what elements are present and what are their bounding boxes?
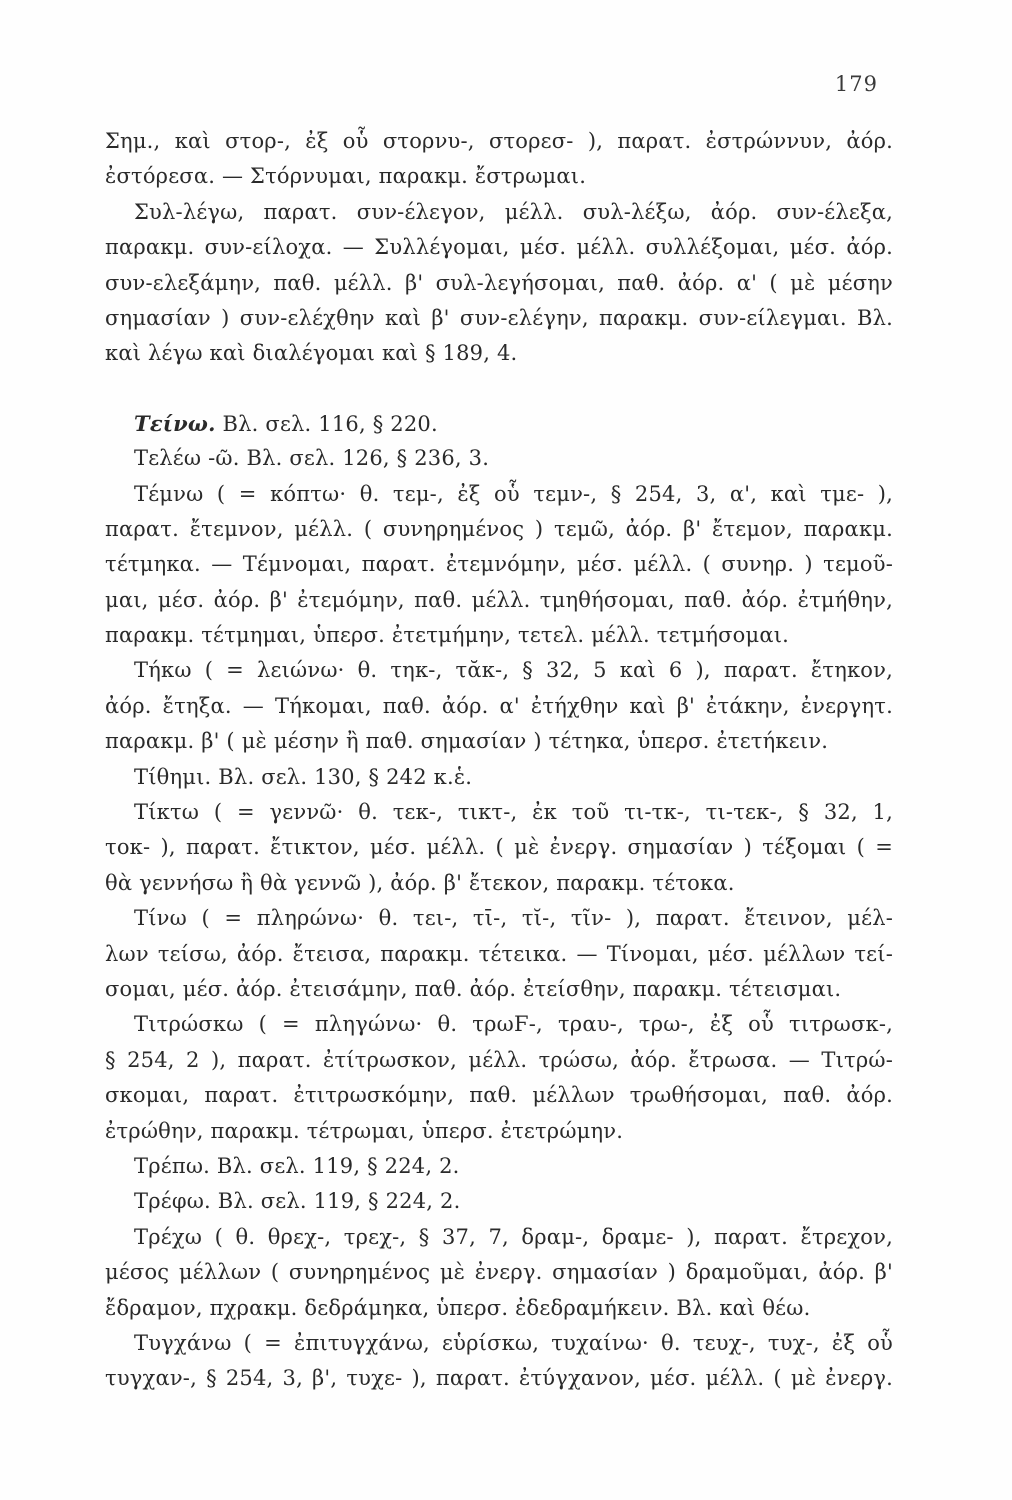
text-line: Σημ., καὶ στορ-, ἐξ οὗ στορνυ-, στορεσ- ), παρατ. ἐστρώννυν, ἀόρ. xyxy=(105,129,893,153)
lemma-rest: Βλ. σελ. 116, § 220. xyxy=(215,411,438,436)
page-number: 179 xyxy=(834,72,878,96)
text-line: τυγχαν-, § 254, 3, β', τυχε- ), παρατ. ἐτύγχανον, μέσ. μέλλ. ( μὲ ἐνεργ. xyxy=(105,1366,893,1391)
text-line: ἀόρ. ἔτηξα. — Τήκομαι, παθ. ἀόρ. α' ἐτήχθην καὶ β' ἐτάκην, ἐνεργητ. xyxy=(105,693,893,718)
text-line: Τελέω -ῶ. Βλ. σελ. 126, § 236, 3. xyxy=(134,446,490,471)
text-line: Τέμνω ( = κόπτω· θ. τεμ-, ἐξ οὗ τεμν-, § 254, 3, α', καὶ τμε- ), xyxy=(134,481,893,506)
paragraph-gap xyxy=(105,372,893,406)
text-line: παρατ. ἔτεμνον, μέλλ. ( συνηρημένος ) τεμῶ, ἀόρ. β' ἔτεμον, παρακμ. xyxy=(105,516,893,541)
text-line: συν-ελεξάμην, παθ. μέλλ. β' συλ-λεγήσομαι, παθ. ἀόρ. α' ( μὲ μέσην xyxy=(105,270,893,295)
text-line: παρακμ. β' ( μὲ μέσην ἢ παθ. σημασίαν ) τέτηκα, ὑπερσ. ἐτετήκειν. xyxy=(105,729,829,754)
text-line: ἔδραμον, πχρακμ. δεδράμηκα, ὑπερσ. ἐδεδραμήκειν. Βλ. καὶ θέω. xyxy=(105,1295,811,1320)
text-line: λων τείσω, ἀόρ. ἔτεισα, παρακμ. τέτεικα. — Τίνομαι, μέσ. μέλλων τεί- xyxy=(105,941,893,966)
lemma-bold: Τείνω. xyxy=(134,410,216,436)
text-line: Συλ-λέγω, παρατ. συν-έλεγον, μέλλ. συλ-λέξω, ἀόρ. συν-έλεξα, xyxy=(134,199,893,224)
text-line: Τίθημι. Βλ. σελ. 130, § 242 κ.ἑ. xyxy=(134,764,473,789)
text-line: θὰ γεννήσω ἢ θὰ γεννῶ ), ἀόρ. β' ἔτεκον, παρακμ. τέτοκα. xyxy=(105,870,735,895)
text-line: σκομαι, παρατ. ἐτιτρωσκόμην, παθ. μέλλων τρωθήσομαι, παθ. ἀόρ. xyxy=(105,1083,893,1108)
text-line: μέσος μέλλων ( συνηρημένος μὲ ἐνεργ. σημασίαν ) δραμοῦμαι, ἀόρ. β' xyxy=(105,1260,893,1285)
text-line: ἐτρώθην, παρακμ. τέτρωμαι, ὑπερσ. ἐτετρώμην. xyxy=(105,1118,624,1143)
text-line: παρακμ. τέτμημαι, ὑπερσ. ἐτετμήμην, τετελ. μέλλ. τετμήσομαι. xyxy=(105,623,790,648)
text-line: § 254, 2 ), παρατ. ἐτίτρωσκον, μέλλ. τρώσω, ἀόρ. ἔτρωσα. — Τιτρώ- xyxy=(105,1047,893,1072)
text-line: Τίκτω ( = γεννῶ· θ. τεκ-, τικτ-, ἐκ τοῦ τι-τκ-, τι-τεκ-, § 32, 1, xyxy=(134,800,893,825)
text-line: τέτμηκα. — Τέμνομαι, παρατ. ἐτεμνόμην, μέσ. μέλλ. ( συνηρ. ) τεμοῦ- xyxy=(105,552,893,577)
text-line: σομαι, μέσ. ἀόρ. ἐτεισάμην, παθ. ἀόρ. ἐτείσθην, παρακμ. τέτεισμαι. xyxy=(105,976,842,1001)
text-line: Τυγχάνω ( = ἐπιτυγχάνω, εὑρίσκω, τυχαίνω· θ. τευχ-, τυχ-, ἐξ οὗ xyxy=(134,1330,893,1355)
text-line: Τίνω ( = πληρώνω· θ. τει-, τῑ-, τῐ-, τῖν- ), παρατ. ἔτεινον, μέλ- xyxy=(134,906,893,931)
text-line: καὶ λέγω καὶ διαλέγομαι καὶ § 189, 4. xyxy=(105,341,518,366)
text-line: Τρέφω. Βλ. σελ. 119, § 224, 2. xyxy=(134,1189,461,1214)
text-line: Τήκω ( = λειώνω· θ. τηκ-, τᾰκ-, § 32, 5 καὶ 6 ), παρατ. ἔτηκον, xyxy=(134,658,893,683)
body-text xyxy=(105,124,893,1397)
text-line: Τιτρώσκω ( = πληγώνω· θ. τρωϜ-, τραυ-, τρω-, ἐξ οὗ τιτρωσκ-, xyxy=(134,1012,893,1037)
text-line: παρακμ. συν-είλοχα. — Συλλέγομαι, μέσ. μέλλ. συλλέξομαι, μέσ. ἀόρ. xyxy=(105,235,893,260)
text-line: μαι, μέσ. ἀόρ. β' ἐτεμόμην, παθ. μέλλ. τμηθήσομαι, παθ. ἀόρ. ἐτμήθην, xyxy=(105,587,893,612)
text-line: τοκ- ), παρατ. ἔτικτον, μέσ. μέλλ. ( μὲ ἐνεργ. σημασίαν ) τέξομαι ( = xyxy=(105,835,893,860)
text-line: Τρέχω ( θ. θρεχ-, τρεχ-, § 37, 7, δραμ-, δραμε- ), παρατ. ἔτρεχον, xyxy=(134,1224,893,1249)
text-line: ἐστόρεσα. — Στόρνυμαι, παρακμ. ἔστρωμαι. xyxy=(105,164,587,189)
entry-teino xyxy=(105,406,893,441)
text-line: Τρέπω. Βλ. σελ. 119, § 224, 2. xyxy=(134,1153,460,1178)
text-line: σημασίαν ) συν-ελέχθην καὶ β' συν-ελέγην, παρακμ. συν-είλεγμαι. Βλ. xyxy=(105,305,893,330)
